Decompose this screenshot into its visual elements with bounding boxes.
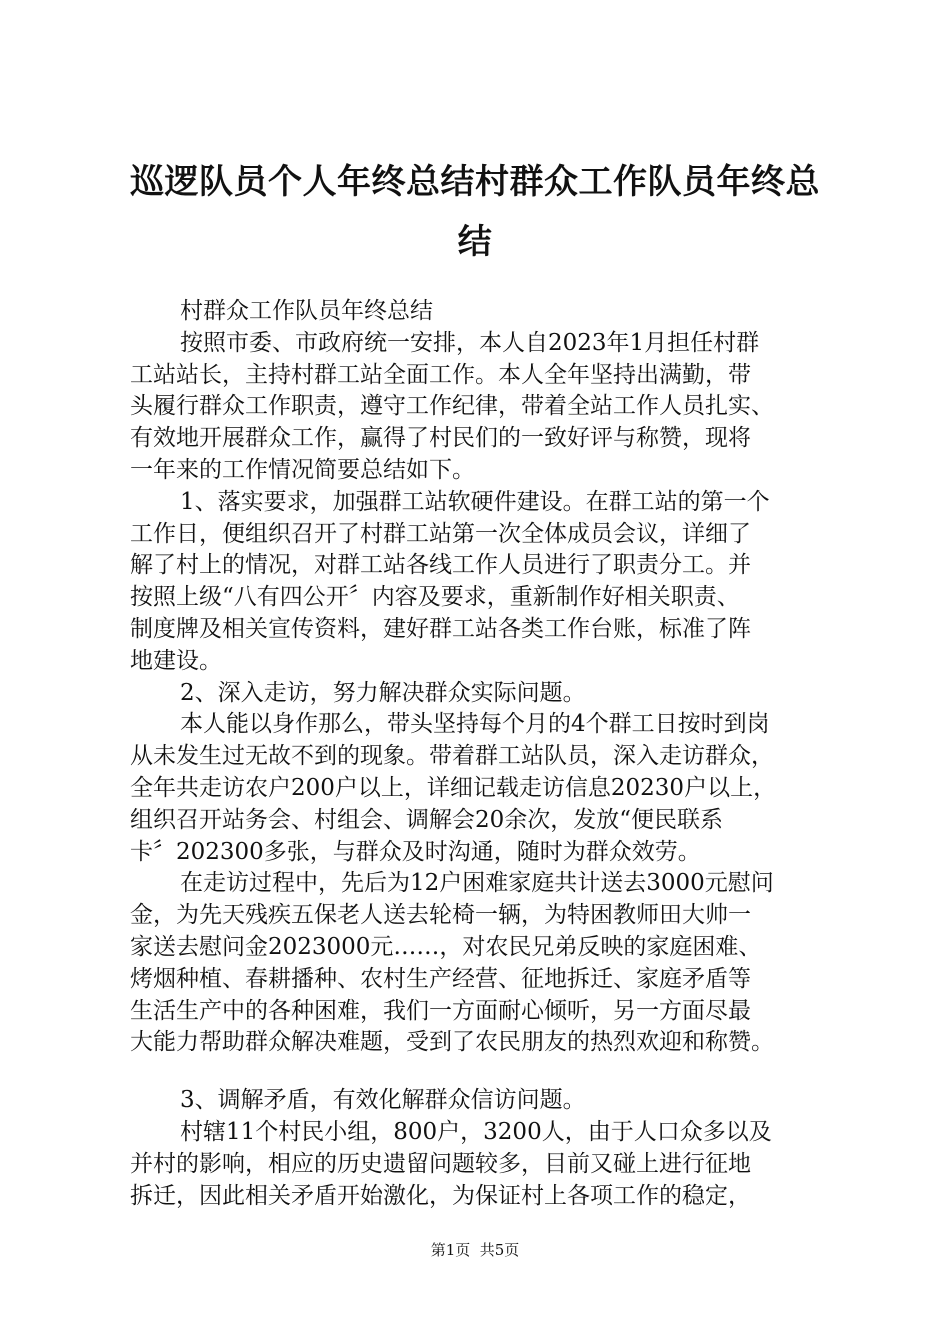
body-line: 村辖11个村民小组，800户，3200人，由于人口众多以及: [180, 1118, 772, 1145]
body-line: 村群众工作队员年终总结: [180, 298, 433, 324]
body-line: 按照上级“八有四公开〞内容及要求，重新制作好相关职责、: [130, 584, 740, 611]
body-line: 制度牌及相关宣传资料，建好群工站各类工作台账，标准了阵: [130, 615, 751, 642]
body-line: 一年来的工作情况简要总结如下。: [130, 456, 475, 483]
body-line: 有效地开展群众工作，赢得了村民们的一致好评与称赞，现将: [130, 425, 751, 452]
body-line: 按照市委、市政府统一安排，本人自2023年1月担任村群: [180, 329, 760, 356]
body-line: 生活生产中的各种困难，我们一方面耐心倾听，另一方面尽最: [130, 997, 751, 1024]
body-line: 家送去慰问金2023000元……，对农民兄弟反映的家庭困难、: [130, 933, 762, 960]
body-line: 全年共走访农户200户以上，详细记载走访信息20230户以上，: [130, 774, 777, 801]
body-line: 解了村上的情况，对群工站各线工作人员进行了职责分工。并: [130, 552, 751, 579]
body-line: 工作日，便组织召开了村群工站第一次全体成员会议，详细了: [130, 520, 751, 547]
body-line: 地建设。: [130, 647, 222, 674]
body-line: 组织召开站务会、村组会、调解会20余次，发放“便民联系: [130, 806, 724, 833]
body-line: 本人能以身作那么，带头坚持每个月的4个群工日按时到岗: [180, 711, 770, 738]
body-line: 在走访过程中，先后为12户困难家庭共计送去3000元慰问: [180, 870, 774, 897]
body-line: 拆迁，因此相关矛盾开始激化，为保证村上各项工作的稳定，: [130, 1182, 751, 1209]
body-line: 金，为先天残疾五保老人送去轮椅一辆，为特困教师田大帅一: [130, 902, 751, 929]
document-body: [130, 296, 830, 1212]
body-line: 工站站长，主持村群工站全面工作。本人全年坚持出满勤，带: [130, 361, 751, 388]
body-line: 烤烟种植、春耕播种、农村生产经营、征地拆迁、家庭矛盾等: [130, 965, 751, 992]
body-line: 大能力帮助群众解决难题，受到了农民朋友的热烈欢迎和称赞。: [130, 1029, 774, 1056]
body-line: 3、调解矛盾，有效化解群众信访问题。: [180, 1087, 586, 1114]
body-line: 从未发生过无故不到的现象。带着群工站队员，深入走访群众，: [130, 743, 774, 770]
body-line: 2、深入走访，努力解决群众实际问题。: [180, 679, 586, 706]
page-footer: 第1页 共5页: [430, 1241, 520, 1259]
document-title-line-2: 结: [457, 222, 493, 262]
body-line: 并村的影响，相应的历史遗留问题较多，目前又碰上进行征地: [130, 1150, 751, 1177]
document-title-line-1: 巡逻队员个人年终总结村群众工作队员年终总: [130, 162, 820, 202]
body-line: 头履行群众工作职责，遵守工作纪律，带着全站工作人员扎实、: [130, 393, 774, 420]
body-line: 1、落实要求，加强群工站软硬件建设。在群工站的第一个: [180, 488, 770, 515]
body-line: 卡〞202300多张，与群众及时沟通，随时为群众效劳。: [130, 838, 701, 865]
